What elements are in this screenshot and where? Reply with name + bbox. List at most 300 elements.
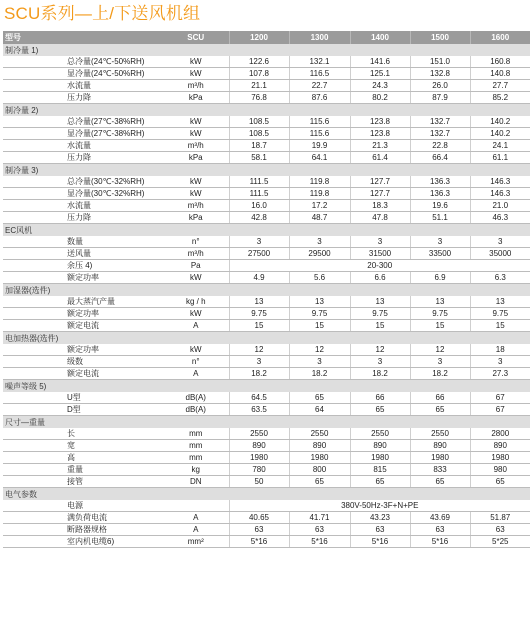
section-title: 制冷量 1)	[3, 44, 530, 56]
row-value: 47.8	[350, 212, 410, 224]
row-value: 108.5	[229, 116, 289, 128]
row-value: 22.7	[289, 80, 350, 92]
row-indent	[3, 368, 65, 380]
table-row	[3, 80, 530, 92]
row-value: 51.87	[470, 512, 530, 524]
row-unit: A	[163, 320, 229, 332]
row-value: 66	[350, 392, 410, 404]
row-label: 水流量	[65, 200, 163, 212]
row-unit: kW	[163, 56, 229, 68]
row-value: 63	[289, 524, 350, 536]
row-indent	[3, 428, 65, 440]
section-header	[3, 44, 530, 56]
table-row	[3, 536, 530, 548]
header-model: 型号	[3, 31, 163, 44]
header-model-1200: 1200	[229, 31, 289, 44]
row-value: 1980	[410, 452, 470, 464]
row-unit: kW	[163, 188, 229, 200]
row-value: 12	[229, 344, 289, 356]
row-unit: kPa	[163, 152, 229, 164]
table-row	[3, 296, 530, 308]
row-label: 最大蒸汽产量	[65, 296, 163, 308]
row-value: 26.0	[410, 80, 470, 92]
section-header	[3, 332, 530, 345]
row-indent	[3, 440, 65, 452]
row-value: 2800	[470, 428, 530, 440]
row-value: 108.5	[229, 128, 289, 140]
row-indent	[3, 248, 65, 260]
row-value: 890	[470, 440, 530, 452]
section-header	[3, 416, 530, 429]
row-unit: A	[163, 368, 229, 380]
row-value: 833	[410, 464, 470, 476]
row-value: 141.6	[350, 56, 410, 68]
row-value: 5*25	[470, 536, 530, 548]
row-label: 接管	[65, 476, 163, 488]
row-value: 890	[410, 440, 470, 452]
row-value: 65	[289, 476, 350, 488]
row-indent	[3, 344, 65, 356]
row-value: 9.75	[289, 308, 350, 320]
row-label: 满负荷电流	[65, 512, 163, 524]
table-row	[3, 140, 530, 152]
row-common-value: 20-300	[229, 260, 530, 272]
row-value: 64	[289, 404, 350, 416]
section-title: 电加热器(选件)	[3, 332, 530, 345]
row-value: 63	[410, 524, 470, 536]
row-value: 18.2	[350, 368, 410, 380]
row-value: 13	[350, 296, 410, 308]
row-indent	[3, 200, 65, 212]
row-unit: kW	[163, 68, 229, 80]
row-value: 5.6	[289, 272, 350, 284]
row-value: 24.3	[350, 80, 410, 92]
section-header	[3, 164, 530, 177]
header-model-1600: 1600	[470, 31, 530, 44]
row-label: 额定功率	[65, 308, 163, 320]
row-value: 2550	[350, 428, 410, 440]
row-value: 18.2	[229, 368, 289, 380]
row-label: 余压 4)	[65, 260, 163, 272]
row-value: 58.1	[229, 152, 289, 164]
row-value: 15	[289, 320, 350, 332]
row-value: 65	[410, 476, 470, 488]
row-indent	[3, 308, 65, 320]
section-title: 加湿器(选件)	[3, 284, 530, 297]
row-value: 61.4	[350, 152, 410, 164]
row-value: 29500	[289, 248, 350, 260]
row-indent	[3, 356, 65, 368]
row-value: 24.1	[470, 140, 530, 152]
row-indent	[3, 56, 65, 68]
table-row	[3, 320, 530, 332]
row-value: 6.9	[410, 272, 470, 284]
row-unit: m³/h	[163, 248, 229, 260]
row-value: 80.2	[350, 92, 410, 104]
row-unit: mm²	[163, 536, 229, 548]
row-label: 总冷量(30℃-32%RH)	[65, 176, 163, 188]
row-indent	[3, 320, 65, 332]
row-value: 27.3	[470, 368, 530, 380]
row-value: 5*16	[410, 536, 470, 548]
row-value: 67	[470, 392, 530, 404]
row-unit: mm	[163, 440, 229, 452]
row-value: 111.5	[229, 176, 289, 188]
row-indent	[3, 272, 65, 284]
row-value: 119.8	[289, 188, 350, 200]
row-indent	[3, 476, 65, 488]
row-unit: DN	[163, 476, 229, 488]
row-value: 132.7	[410, 116, 470, 128]
row-indent	[3, 404, 65, 416]
row-value: 980	[470, 464, 530, 476]
row-value: 125.1	[350, 68, 410, 80]
section-header	[3, 284, 530, 297]
row-value: 111.5	[229, 188, 289, 200]
row-value: 43.69	[410, 512, 470, 524]
row-unit: n°	[163, 356, 229, 368]
row-value: 66	[410, 392, 470, 404]
row-value: 5*16	[289, 536, 350, 548]
row-value: 107.8	[229, 68, 289, 80]
row-unit: Pa	[163, 260, 229, 272]
row-label: 额定功率	[65, 344, 163, 356]
row-value: 9.75	[410, 308, 470, 320]
row-unit: n°	[163, 236, 229, 248]
row-value: 123.8	[350, 116, 410, 128]
row-value: 3	[350, 236, 410, 248]
row-value: 65	[350, 476, 410, 488]
table-row	[3, 248, 530, 260]
table-row	[3, 476, 530, 488]
row-value: 63	[350, 524, 410, 536]
table-row	[3, 176, 530, 188]
row-value: 85.2	[470, 92, 530, 104]
row-indent	[3, 176, 65, 188]
row-value: 160.8	[470, 56, 530, 68]
table-row	[3, 392, 530, 404]
row-value: 3	[289, 236, 350, 248]
table-row	[3, 428, 530, 440]
row-value: 19.9	[289, 140, 350, 152]
row-value: 63	[229, 524, 289, 536]
row-indent	[3, 116, 65, 128]
row-value: 146.3	[470, 176, 530, 188]
section-header	[3, 104, 530, 117]
row-value: 64.5	[229, 392, 289, 404]
row-value: 18.2	[410, 368, 470, 380]
row-unit: kW	[163, 272, 229, 284]
header-series: SCU	[163, 31, 229, 44]
row-label: 数量	[65, 236, 163, 248]
row-value: 66.4	[410, 152, 470, 164]
header-model-1300: 1300	[289, 31, 350, 44]
row-value: 87.9	[410, 92, 470, 104]
row-unit: dB(A)	[163, 404, 229, 416]
row-value: 115.6	[289, 128, 350, 140]
row-indent	[3, 500, 65, 512]
row-indent	[3, 68, 65, 80]
row-value: 65	[410, 404, 470, 416]
row-value: 18	[470, 344, 530, 356]
table-row	[3, 200, 530, 212]
row-label: 额定电流	[65, 368, 163, 380]
row-indent	[3, 464, 65, 476]
table-row	[3, 68, 530, 80]
row-value: 46.3	[470, 212, 530, 224]
row-indent	[3, 536, 65, 548]
row-value: 115.6	[289, 116, 350, 128]
row-indent	[3, 236, 65, 248]
row-value: 1980	[350, 452, 410, 464]
row-value: 65	[470, 476, 530, 488]
table-row	[3, 404, 530, 416]
row-indent	[3, 128, 65, 140]
row-label: 压力降	[65, 152, 163, 164]
row-label: 室内机电缆6)	[65, 536, 163, 548]
row-value: 76.8	[229, 92, 289, 104]
row-value: 9.75	[350, 308, 410, 320]
row-unit: kg	[163, 464, 229, 476]
table-row	[3, 236, 530, 248]
section-title: 电气参数	[3, 488, 530, 501]
row-unit: kW	[163, 308, 229, 320]
row-value: 9.75	[229, 308, 289, 320]
row-value: 1980	[470, 452, 530, 464]
row-indent	[3, 260, 65, 272]
header-model-1400: 1400	[350, 31, 410, 44]
section-title: EC风机	[3, 224, 530, 237]
row-label: 宽	[65, 440, 163, 452]
table-row	[3, 452, 530, 464]
table-row	[3, 344, 530, 356]
row-value: 122.6	[229, 56, 289, 68]
row-label: 显冷量(27℃-38%RH)	[65, 128, 163, 140]
row-value: 3	[410, 236, 470, 248]
row-value: 12	[350, 344, 410, 356]
row-value: 146.3	[470, 188, 530, 200]
row-value: 67	[470, 404, 530, 416]
row-value: 116.5	[289, 68, 350, 80]
row-unit: kW	[163, 116, 229, 128]
table-row	[3, 212, 530, 224]
row-label: 压力降	[65, 92, 163, 104]
row-value: 15	[410, 320, 470, 332]
row-value: 15	[470, 320, 530, 332]
row-value: 815	[350, 464, 410, 476]
row-value: 35000	[470, 248, 530, 260]
row-unit: kg / h	[163, 296, 229, 308]
row-label: 额定电流	[65, 320, 163, 332]
table-row	[3, 368, 530, 380]
row-value: 5*16	[229, 536, 289, 548]
row-value: 2550	[289, 428, 350, 440]
row-unit: dB(A)	[163, 392, 229, 404]
table-row	[3, 188, 530, 200]
table-row	[3, 56, 530, 68]
row-value: 132.7	[410, 128, 470, 140]
row-indent	[3, 140, 65, 152]
row-value: 6.6	[350, 272, 410, 284]
table-row	[3, 524, 530, 536]
table-row	[3, 152, 530, 164]
row-value: 780	[229, 464, 289, 476]
row-value: 18.2	[289, 368, 350, 380]
row-value: 48.7	[289, 212, 350, 224]
row-value: 65	[289, 392, 350, 404]
table-row	[3, 308, 530, 320]
row-value: 136.3	[410, 176, 470, 188]
row-unit: kW	[163, 344, 229, 356]
row-indent	[3, 452, 65, 464]
table-row	[3, 92, 530, 104]
row-value: 27.7	[470, 80, 530, 92]
row-value: 21.0	[470, 200, 530, 212]
row-value: 12	[410, 344, 470, 356]
row-value: 140.2	[470, 128, 530, 140]
row-value: 21.3	[350, 140, 410, 152]
table-row	[3, 260, 530, 272]
row-unit: kPa	[163, 92, 229, 104]
page-title: SCU系列—上/下送风机组	[4, 4, 201, 23]
row-value: 1980	[289, 452, 350, 464]
row-label: 水流量	[65, 140, 163, 152]
spec-table	[3, 31, 530, 548]
row-value: 18.3	[350, 200, 410, 212]
row-indent	[3, 80, 65, 92]
row-value: 123.8	[350, 128, 410, 140]
row-value: 21.1	[229, 80, 289, 92]
row-value: 19.6	[410, 200, 470, 212]
row-value: 15	[229, 320, 289, 332]
row-unit: mm	[163, 428, 229, 440]
row-value: 12	[289, 344, 350, 356]
row-value: 13	[229, 296, 289, 308]
section-header	[3, 488, 530, 501]
row-label: 额定功率	[65, 272, 163, 284]
row-label: 送风量	[65, 248, 163, 260]
row-label: 级数	[65, 356, 163, 368]
row-value: 31500	[350, 248, 410, 260]
row-value: 13	[410, 296, 470, 308]
row-value: 132.1	[289, 56, 350, 68]
row-value: 151.0	[410, 56, 470, 68]
row-label: 显冷量(24℃-50%RH)	[65, 68, 163, 80]
row-value: 43.23	[350, 512, 410, 524]
row-unit: A	[163, 512, 229, 524]
table-header-row	[3, 31, 530, 44]
row-label: 高	[65, 452, 163, 464]
row-unit	[163, 500, 229, 512]
row-value: 63.5	[229, 404, 289, 416]
table-row	[3, 272, 530, 284]
row-label: 重量	[65, 464, 163, 476]
row-value: 63	[470, 524, 530, 536]
row-unit: A	[163, 524, 229, 536]
section-title: 噪声等级 5)	[3, 380, 530, 393]
table-row	[3, 500, 530, 512]
row-value: 3	[470, 236, 530, 248]
row-unit: kPa	[163, 212, 229, 224]
row-value: 119.8	[289, 176, 350, 188]
row-value: 13	[289, 296, 350, 308]
row-label: 水流量	[65, 80, 163, 92]
row-value: 4.9	[229, 272, 289, 284]
row-value: 890	[350, 440, 410, 452]
table-row	[3, 440, 530, 452]
row-value: 3	[229, 356, 289, 368]
row-indent	[3, 152, 65, 164]
row-value: 65	[350, 404, 410, 416]
row-value: 140.8	[470, 68, 530, 80]
row-value: 2550	[229, 428, 289, 440]
row-unit: m³/h	[163, 80, 229, 92]
row-value: 22.8	[410, 140, 470, 152]
row-value: 132.8	[410, 68, 470, 80]
row-label: 总冷量(27℃-38%RH)	[65, 116, 163, 128]
table-row	[3, 128, 530, 140]
row-label: 显冷量(30℃-32%RH)	[65, 188, 163, 200]
section-header	[3, 224, 530, 237]
row-label: U型	[65, 392, 163, 404]
row-value: 800	[289, 464, 350, 476]
row-value: 33500	[410, 248, 470, 260]
table-row	[3, 464, 530, 476]
row-label: 断路器规格	[65, 524, 163, 536]
row-label: 电源	[65, 500, 163, 512]
row-value: 890	[229, 440, 289, 452]
row-unit: m³/h	[163, 140, 229, 152]
row-value: 140.2	[470, 116, 530, 128]
section-title: 制冷量 3)	[3, 164, 530, 177]
row-label: 总冷量(24℃-50%RH)	[65, 56, 163, 68]
row-indent	[3, 524, 65, 536]
row-value: 3	[470, 356, 530, 368]
row-indent	[3, 188, 65, 200]
table-row	[3, 512, 530, 524]
row-common-value: 380V-50Hz-3F+N+PE	[229, 500, 530, 512]
row-value: 3	[410, 356, 470, 368]
row-value: 42.8	[229, 212, 289, 224]
row-value: 64.1	[289, 152, 350, 164]
row-label: 长	[65, 428, 163, 440]
row-value: 127.7	[350, 188, 410, 200]
row-value: 1980	[229, 452, 289, 464]
row-value: 15	[350, 320, 410, 332]
row-value: 51.1	[410, 212, 470, 224]
row-value: 5*16	[350, 536, 410, 548]
row-value: 41.71	[289, 512, 350, 524]
row-value: 40.65	[229, 512, 289, 524]
row-indent	[3, 512, 65, 524]
row-value: 3	[229, 236, 289, 248]
row-unit: m³/h	[163, 200, 229, 212]
row-indent	[3, 212, 65, 224]
table-row	[3, 116, 530, 128]
row-value: 127.7	[350, 176, 410, 188]
row-indent	[3, 392, 65, 404]
table-row	[3, 356, 530, 368]
row-unit: mm	[163, 452, 229, 464]
row-value: 9.75	[470, 308, 530, 320]
section-header	[3, 380, 530, 393]
row-value: 17.2	[289, 200, 350, 212]
row-value: 18.7	[229, 140, 289, 152]
row-value: 2550	[410, 428, 470, 440]
header-model-1500: 1500	[410, 31, 470, 44]
row-value: 61.1	[470, 152, 530, 164]
row-indent	[3, 92, 65, 104]
